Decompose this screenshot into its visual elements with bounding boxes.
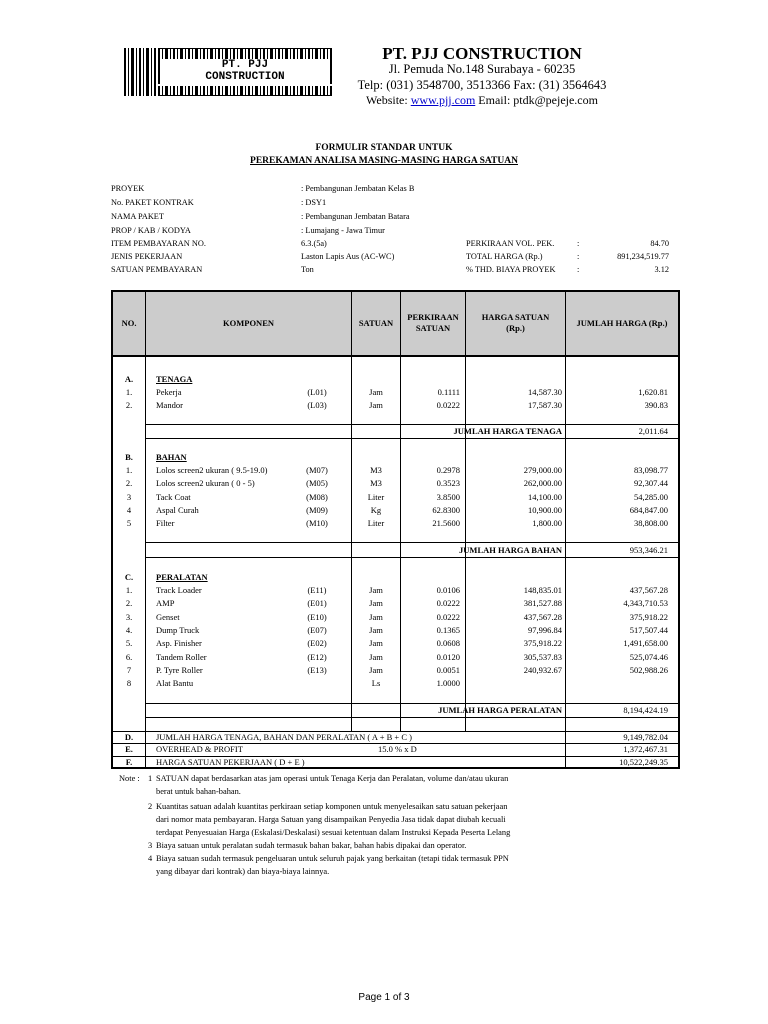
form-title-line1: FORMULIR STANDAR UNTUK [315, 143, 453, 153]
item-name: Asp. Finisher [156, 638, 202, 649]
item-code: (E07) [307, 624, 327, 635]
info-satuan-label: SATUAN PEMBAYARAN [111, 265, 203, 274]
item-perkiraan: 1.0000 [436, 678, 460, 689]
item-satuan: Jam [369, 598, 383, 609]
item-no: 3 [126, 491, 132, 502]
info-satuan-value: Ton [301, 265, 314, 274]
note-text: dari nomor mata pembayaran. Harga Satuan yang disampaikan Penyedia Jasa tidak dapat diubah kecuali [156, 815, 506, 824]
item-name: Pekerja [156, 387, 182, 397]
item-name: Track Loader [156, 585, 202, 595]
total-d-value: 9,149,782.04 [623, 732, 668, 742]
item-code: (M07) [306, 465, 328, 475]
col-header-harga-line2: (Rp.) [506, 323, 525, 333]
info-jenis-value: Laston Lapis Aus (AC-WC) [301, 252, 395, 261]
item-jumlah-harga: 502,988.26 [629, 664, 668, 675]
item-no: 6. [125, 651, 133, 662]
header-divider [113, 355, 678, 357]
item-name: Filter [156, 518, 175, 529]
info-total-colon: : [577, 252, 580, 261]
item-name: Alat Bantu [156, 678, 194, 689]
col-header-jumlah: JUMLAH HARGA (Rp.) [576, 318, 668, 328]
item-name: Dump Truck [156, 624, 200, 635]
item-code: (M10) [306, 518, 328, 529]
item-code: (E10) [307, 611, 327, 622]
note-number: 1 [148, 774, 153, 783]
item-jumlah-harga: 684,847.00 [629, 504, 668, 515]
subtotal-value: 8,194,424.19 [623, 705, 668, 715]
col-header-perkiraan-line2: SATUAN [415, 323, 451, 333]
info-nama-value: : Pembangunan Jembatan Batara [301, 212, 410, 221]
info-proyek-value: : Pembangunan Jembatan Kelas B [301, 184, 415, 193]
item-name: AMP [156, 598, 175, 609]
item-perkiraan: 0.3523 [436, 478, 460, 489]
company-address: Jl. Pemuda No.148 Surabaya - 60235 [388, 62, 576, 76]
item-code: (M08) [306, 491, 328, 502]
total-f-value: 10,522,249.35 [619, 757, 668, 767]
total-f-no: F. [125, 757, 133, 767]
item-name: Lolos screen2 ukuran ( 9.5-19.0) [156, 465, 268, 475]
item-no: 1. [125, 387, 133, 397]
subtotal-label: JUMLAH HARGA PERALATAN [438, 705, 562, 715]
item-name: Tandem Roller [156, 651, 207, 662]
form-title-line2 [0, 156, 768, 166]
item-harga-satuan: 381,527.88 [523, 598, 562, 609]
item-satuan: Ls [371, 678, 381, 689]
col-divider [145, 357, 146, 731]
total-d-no: D. [124, 732, 134, 742]
col-header-satuan: SATUAN [358, 318, 394, 328]
col-header-harga [466, 312, 565, 334]
info-pct-label: % THD. BIAYA PROYEK [466, 265, 556, 274]
note-text: Kuantitas satuan adalah kuantitas perkiraan setiap komponen untuk menyelesaikan satu satuan pekerjaan [156, 802, 508, 811]
item-code: (L01) [307, 387, 327, 397]
form-title-text: PEREKAMAN ANALISA MASING-MASING HARGA SATUAN [250, 156, 518, 166]
item-satuan: M3 [370, 478, 382, 489]
note-text: yang dibayar dari kontrak) dan biaya-biaya lainnya. [156, 867, 330, 876]
col-header-komponen: KOMPONEN [223, 318, 274, 328]
item-no: 7 [126, 664, 132, 675]
item-no: 1. [125, 465, 133, 475]
info-nama-label: NAMA PAKET [111, 212, 164, 221]
section-title: TENAGA [156, 374, 193, 384]
item-code: (M05) [306, 478, 328, 489]
item-code: (E01) [307, 598, 327, 609]
item-harga-satuan: 437,567.28 [523, 611, 562, 622]
page-number: Page 1 of 3 [358, 992, 410, 1003]
row-divider [145, 717, 678, 718]
item-perkiraan: 0.1365 [436, 624, 460, 635]
item-jumlah-harga: 375,918.22 [629, 611, 668, 622]
note-text: terdapat Penyesuaian Harga (Eskalasi/Deskalasi) sesuai ketentuan dalam Instruksi Kepada Peserta Lelang [156, 828, 511, 837]
section-title: BAHAN [156, 452, 187, 462]
item-perkiraan: 62.8300 [432, 504, 460, 515]
item-perkiraan: 0.0051 [436, 664, 460, 675]
item-satuan: Liter [367, 518, 385, 529]
item-satuan: Liter [367, 491, 385, 502]
note-text: SATUAN dapat berdasarkan atas jam operasi untuk Tenaga Kerja dan Peralatan, volume dan/atau ukuran [156, 774, 509, 783]
item-jumlah-harga: 83,098.77 [634, 465, 668, 475]
company-email: Email: ptdk@pejeje.com [478, 93, 598, 107]
item-jumlah-harga: 38,808.00 [634, 518, 668, 529]
website-label: Website: [366, 93, 408, 107]
item-name: Tack Coat [156, 491, 191, 502]
item-jumlah-harga: 525,074.46 [629, 651, 668, 662]
item-jumlah-harga: 1,620.81 [638, 387, 668, 397]
company-logo-barcode [122, 46, 334, 98]
note-number: 2 [148, 802, 153, 811]
item-jumlah-harga: 92,307.44 [634, 478, 668, 489]
item-perkiraan: 0.0608 [436, 638, 460, 649]
item-code: (E02) [307, 638, 327, 649]
item-code: (M09) [306, 504, 328, 515]
total-d-label: JUMLAH HARGA TENAGA, BAHAN DAN PERALATAN ( A + B + C ) [156, 732, 412, 742]
col-divider [465, 357, 466, 731]
item-name: Lolos screen2 ukuran ( 0 - 5) [156, 478, 255, 489]
item-harga-satuan: 305,537.83 [523, 651, 562, 662]
section-no: C. [124, 572, 134, 582]
info-paket-value: : DSY1 [301, 198, 327, 207]
info-vol-value: 84.70 [650, 239, 669, 248]
note-text: Biaya satuan untuk peralatan sudah termasuk bahan bakar, bahan habis dipakai dan operator. [156, 841, 467, 850]
total-e-no: E. [125, 744, 133, 754]
item-code: (E13) [307, 664, 327, 675]
item-satuan: M3 [370, 465, 382, 475]
item-perkiraan: 3.8500 [436, 491, 460, 502]
item-jumlah-harga: 1,491,658.00 [623, 638, 668, 649]
item-code: (E11) [307, 585, 327, 595]
item-harga-satuan: 14,100.00 [528, 491, 562, 502]
item-name: Genset [156, 611, 180, 622]
item-perkiraan: 0.0106 [436, 585, 460, 595]
info-total-value: 891,234,519.77 [617, 252, 669, 261]
row-divider [145, 542, 678, 543]
item-harga-satuan: 14,587.30 [528, 387, 562, 397]
company-web [352, 93, 612, 108]
info-jenis-label: JENIS PEKERJAAN [111, 252, 183, 261]
item-harga-satuan: 375,918.22 [523, 638, 562, 649]
col-header-perkiraan [401, 312, 465, 334]
item-no: 5 [126, 518, 132, 529]
item-name: Mandor [156, 400, 183, 411]
company-name: PT. PJJ CONSTRUCTION [382, 44, 582, 63]
logo-text-line1: PT. PJJ [221, 59, 269, 71]
item-perkiraan: 0.2978 [436, 465, 460, 475]
row-divider [145, 438, 678, 439]
item-name: Aspal Curah [156, 504, 199, 515]
row-divider [145, 424, 678, 425]
item-no: 2. [125, 400, 133, 411]
note-number: 3 [148, 841, 153, 850]
total-e-label: OVERHEAD & PROFIT [156, 744, 243, 754]
item-no: 4. [125, 624, 133, 635]
item-perkiraan: 0.0120 [436, 651, 460, 662]
item-perkiraan: 21.5600 [432, 518, 460, 529]
info-prop-value: : Lumajang - Jawa Timur [301, 226, 385, 235]
info-pct-colon: : [577, 265, 580, 274]
item-harga-satuan: 17,587.30 [528, 400, 562, 411]
item-jumlah-harga: 4,343,710.53 [623, 598, 668, 609]
item-code: (L03) [307, 400, 327, 411]
total-f-label: HARGA SATUAN PEKERJAAN ( D + E ) [156, 757, 305, 767]
item-no: 2. [125, 478, 133, 489]
subtotal-value: 953,346.21 [629, 545, 668, 555]
note-text: Biaya satuan sudah termasuk pengeluaran untuk seluruh pajak yang berkaitan (tetapi tidak termasuk PPN [156, 854, 509, 863]
info-vol-label: PERKIRAAN VOL. PEK. [466, 239, 555, 248]
row-divider [145, 557, 678, 558]
item-harga-satuan: 1,800.00 [532, 518, 562, 529]
info-vol-colon: : [577, 239, 580, 248]
item-satuan: Jam [369, 664, 383, 675]
analysis-table-frame [111, 290, 680, 769]
item-satuan: Jam [369, 651, 383, 662]
info-paket-label: No. PAKET KONTRAK [111, 198, 194, 207]
info-proyek-label: PROYEK [111, 184, 145, 193]
item-no: 5. [125, 638, 133, 649]
total-e-percent: 15.0 % x D [378, 744, 417, 754]
item-perkiraan: 0.0222 [436, 400, 460, 411]
item-harga-satuan: 279,000.00 [523, 465, 562, 475]
item-satuan: Jam [369, 624, 383, 635]
col-divider [145, 731, 146, 769]
section-title: PERALATAN [156, 572, 208, 582]
item-jumlah-harga: 517,507.44 [629, 624, 668, 635]
col-header-no: NO. [121, 318, 137, 328]
note-text: berat untuk bahan-bahan. [156, 787, 241, 796]
subtotal-label: JUMLAH HARGA BAHAN [459, 545, 562, 555]
item-no: 8 [126, 678, 132, 689]
item-jumlah-harga: 437,567.28 [629, 585, 668, 595]
item-harga-satuan: 97,996.84 [528, 624, 562, 635]
note-number: 4 [148, 854, 153, 863]
item-harga-satuan: 10,900.00 [528, 504, 562, 515]
website-link[interactable]: www.pjj.com [410, 93, 476, 107]
notes-label: Note : [119, 774, 140, 783]
item-perkiraan: 0.0222 [436, 598, 460, 609]
item-satuan: Jam [369, 400, 383, 411]
subtotal-value: 2,011.64 [638, 426, 668, 436]
company-phone: Telp: (031) 3548700, 3513366 Fax: (31) 3564643 [357, 78, 607, 92]
item-satuan: Jam [369, 387, 383, 397]
item-satuan: Jam [369, 638, 383, 649]
item-harga-satuan: 262,000.00 [523, 478, 562, 489]
logo-text-line2: CONSTRUCTION [205, 71, 285, 83]
info-item-label: ITEM PEMBAYARAN NO. [111, 239, 206, 248]
item-perkiraan: 0.1111 [437, 387, 460, 397]
row-divider [145, 703, 678, 704]
item-satuan: Jam [369, 585, 383, 595]
item-jumlah-harga: 390.83 [644, 400, 668, 411]
item-name: P. Tyre Roller [156, 664, 203, 675]
info-prop-label: PROP / KAB / KODYA [111, 226, 191, 235]
col-header-perkiraan-line1: PERKIRAAN [407, 312, 459, 322]
item-perkiraan: 0.0222 [436, 611, 460, 622]
section-no: A. [124, 374, 134, 384]
info-pct-value: 3.12 [654, 265, 669, 274]
item-harga-satuan: 148,835.01 [523, 585, 562, 595]
total-e-value: 1,372,467.31 [623, 744, 668, 754]
item-no: 3. [125, 611, 133, 622]
item-harga-satuan: 240,932.67 [523, 664, 562, 675]
item-no: 1. [125, 585, 133, 595]
item-no: 2. [125, 598, 133, 609]
item-no: 4 [126, 504, 132, 515]
info-total-label: TOTAL HARGA (Rp.) [466, 252, 543, 261]
item-code: (E12) [307, 651, 327, 662]
col-header-harga-line1: HARGA SATUAN [481, 312, 550, 322]
info-item-value: 6.3.(5a) [301, 239, 327, 248]
item-satuan: Kg [370, 504, 382, 515]
item-jumlah-harga: 54,285.00 [634, 491, 668, 502]
subtotal-label: JUMLAH HARGA TENAGA [453, 426, 562, 436]
item-satuan: Jam [369, 611, 383, 622]
col-divider [400, 357, 401, 731]
section-no: B. [125, 452, 133, 462]
